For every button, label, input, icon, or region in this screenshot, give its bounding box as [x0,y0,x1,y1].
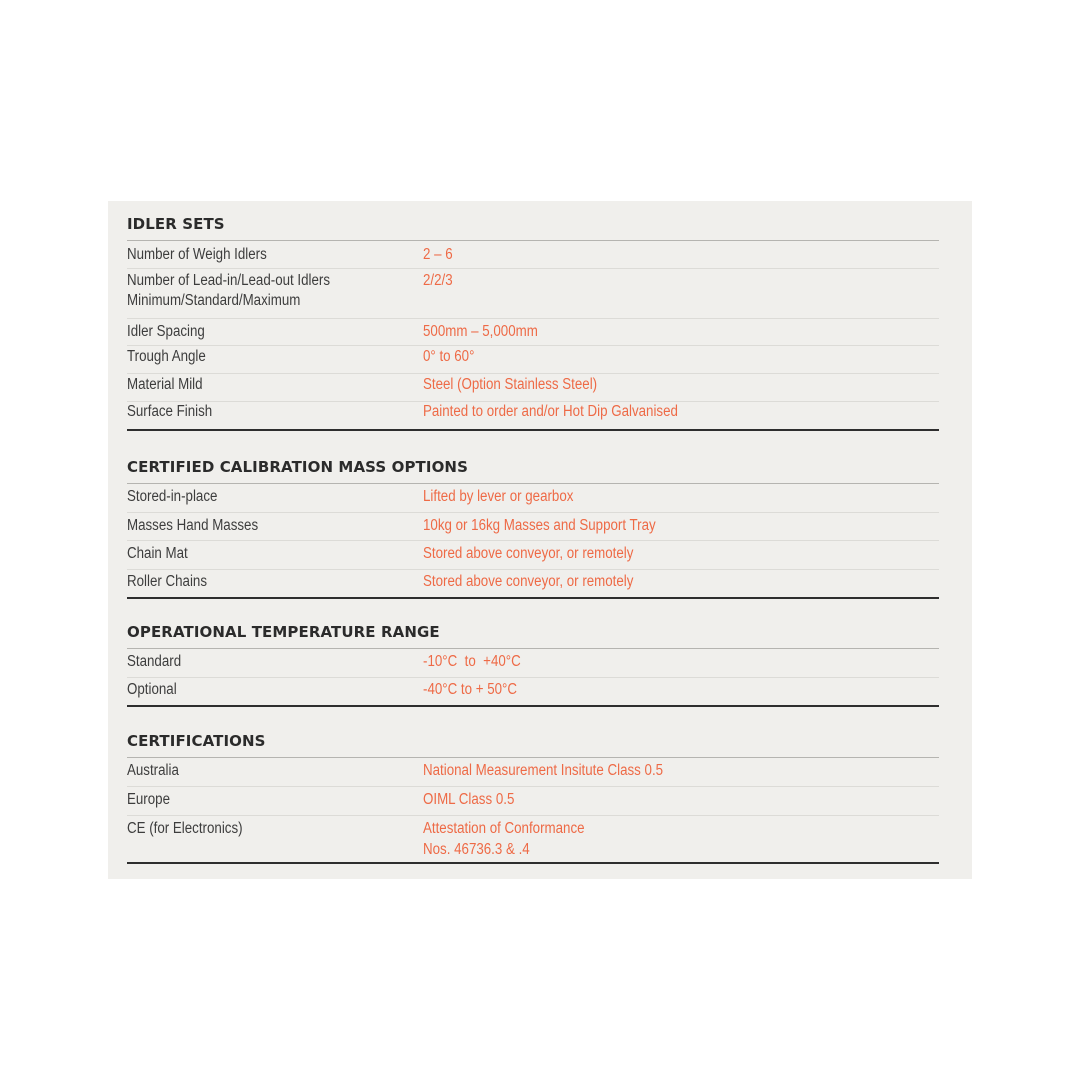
spec-value: 10kg or 16kg Masses and Support Tray [423,517,656,534]
spec-row [127,268,939,318]
spec-value: 0° to 60° [423,348,475,365]
section-calibration-mass [127,456,939,599]
spec-value: 2/2/3 [423,272,453,289]
spec-value: -10°C to +40°C [423,653,521,670]
section-divider [127,429,939,431]
spec-label: Roller Chains [127,573,208,590]
spec-value: Attestation of Conformance Nos. 46736.3 & .4 [423,820,585,858]
spec-label: Standard [127,653,182,670]
spec-row [127,345,939,373]
spec-row [127,757,939,786]
spec-row [127,512,939,540]
spec-label: Number of Weigh Idlers [127,246,267,263]
spec-row [127,677,939,705]
spec-row [127,786,939,815]
spec-value: Stored above conveyor, or remotely [423,573,634,590]
spec-label: Europe [127,791,170,808]
spec-value: -40°C to + 50°C [423,681,518,698]
section-certifications [127,730,939,864]
spec-row [127,648,939,677]
section-title: IDLER SETS [127,215,225,233]
spec-value: 2 – 6 [423,246,453,263]
spec-label: CE (for Electronics) [127,820,243,837]
spec-value: Steel (Option Stainless Steel) [423,376,598,393]
spec-row [127,401,939,429]
spec-row [127,318,939,345]
spec-label: Number of Lead-in/Lead-out Idlers Minimum/Standard/Maximum [127,272,331,309]
spec-panel [108,201,972,879]
section-title: CERTIFIED CALIBRATION MASS OPTIONS [127,458,468,476]
section-title: OPERATIONAL TEMPERATURE RANGE [127,623,440,641]
spec-value: 500mm – 5,000mm [423,323,538,340]
spec-value: Stored above conveyor, or remotely [423,545,634,562]
section-title: CERTIFICATIONS [127,732,266,750]
spec-label: Chain Mat [127,545,188,562]
spec-label: Material Mild [127,376,203,393]
spec-value: National Measurement Insitute Class 0.5 [423,762,664,779]
spec-label: Australia [127,762,179,779]
spec-label: Masses Hand Masses [127,517,259,534]
spec-label: Optional [127,681,177,698]
spec-value: OIML Class 0.5 [423,791,515,808]
spec-label: Surface Finish [127,403,213,420]
spec-label: Idler Spacing [127,323,205,340]
section-idler-sets [127,213,939,431]
section-temperature-range [127,621,939,707]
section-divider [127,862,939,864]
spec-row [127,240,939,268]
spec-row [127,569,939,597]
spec-row [127,483,939,512]
spec-row [127,815,939,862]
spec-row [127,373,939,401]
spec-label: Trough Angle [127,348,206,365]
spec-value: Lifted by lever or gearbox [423,488,574,505]
section-divider [127,597,939,599]
section-divider [127,705,939,707]
spec-value: Painted to order and/or Hot Dip Galvanised [423,403,678,420]
spec-row [127,540,939,569]
spec-label: Stored-in-place [127,488,218,505]
